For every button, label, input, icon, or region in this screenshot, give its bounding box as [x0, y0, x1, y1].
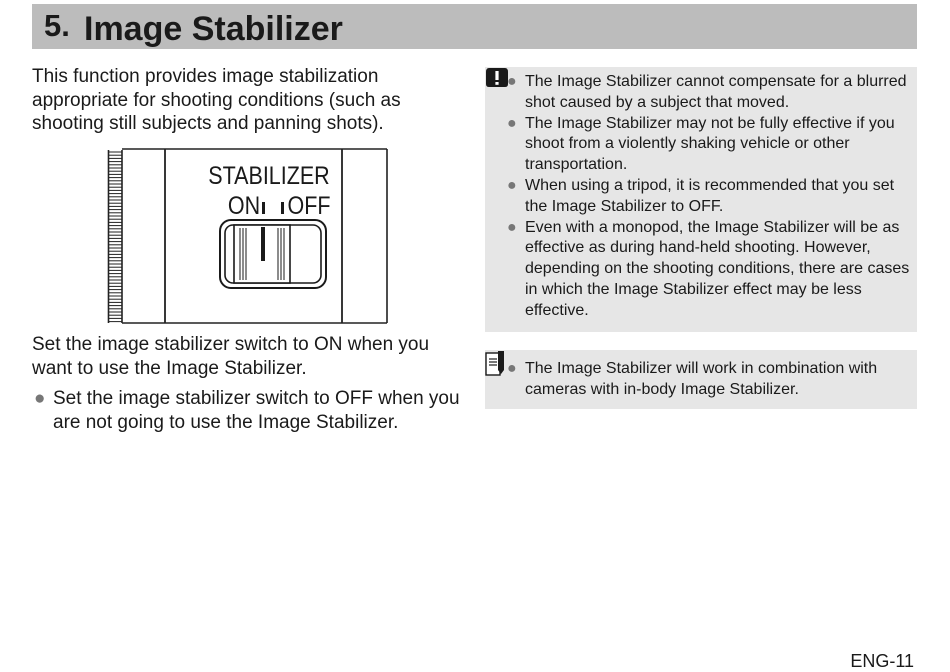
stabilizer-switch-illustration — [107, 147, 388, 324]
intro-paragraph: This function provides image stabilization appropriate for shooting conditions (such as shooting still subjects and panning shots). — [32, 66, 401, 134]
list-item — [507, 114, 912, 176]
list-item — [507, 176, 912, 218]
instruction-paragraph: Set the image stabilizer switch to ON when you want to use the Image Stabilizer. — [32, 334, 430, 379]
note-text: The Image Stabilizer will work in combination with cameras with in-body Image Stabilizer. — [525, 360, 878, 398]
caution-text: When using a tripod, it is recommended that you set the Image Stabilizer to OFF. — [525, 176, 895, 215]
caution-text: The Image Stabilizer may not be fully effective if you shoot from a violently shaking vehicle or other transportation. — [525, 114, 895, 174]
section-number: 5. — [44, 8, 70, 43]
on-label: ON — [227, 191, 261, 220]
caution-list — [507, 72, 912, 322]
section-title-bar — [32, 4, 917, 49]
off-label: OFF — [287, 191, 331, 220]
list-item — [507, 72, 912, 114]
caution-icon — [485, 67, 509, 93]
memo-icon — [485, 350, 507, 376]
caution-text: The Image Stabilizer cannot compensate for a blurred shot caused by a subject that moved. — [525, 73, 907, 111]
stabilizer-switch-slider — [234, 225, 290, 283]
caution-text: Even with a monopod, the Image Stabilizer will be as effective as during hand-held shooting. However, depending on the shooting conditions, there are cases in which the Image Stabilizer effect may be less effective. — [525, 218, 910, 319]
bullet-icon: ● — [507, 176, 517, 194]
list-item — [507, 359, 912, 401]
bullet-icon: ● — [507, 218, 517, 236]
bullet-icon: ● — [507, 114, 517, 132]
focus-ring-knurl — [109, 152, 123, 322]
list-item — [507, 218, 912, 322]
lens-barrel-drawing — [107, 147, 388, 324]
stabilizer-label: STABILIZER — [208, 161, 330, 190]
bullet-icon: ● — [34, 388, 46, 409]
bullet-text: Set the image stabilizer switch to OFF when you are not going to use the Image Stabilizer. — [53, 388, 460, 433]
bullet-icon: ● — [507, 360, 517, 377]
caution-box — [485, 67, 917, 332]
bullet-icon: ● — [507, 73, 517, 90]
page-title: Image Stabilizer — [84, 10, 343, 48]
page-number: ENG-11 — [850, 651, 914, 671]
list-item — [32, 387, 464, 434]
note-list — [507, 359, 912, 401]
note-box — [485, 350, 917, 409]
